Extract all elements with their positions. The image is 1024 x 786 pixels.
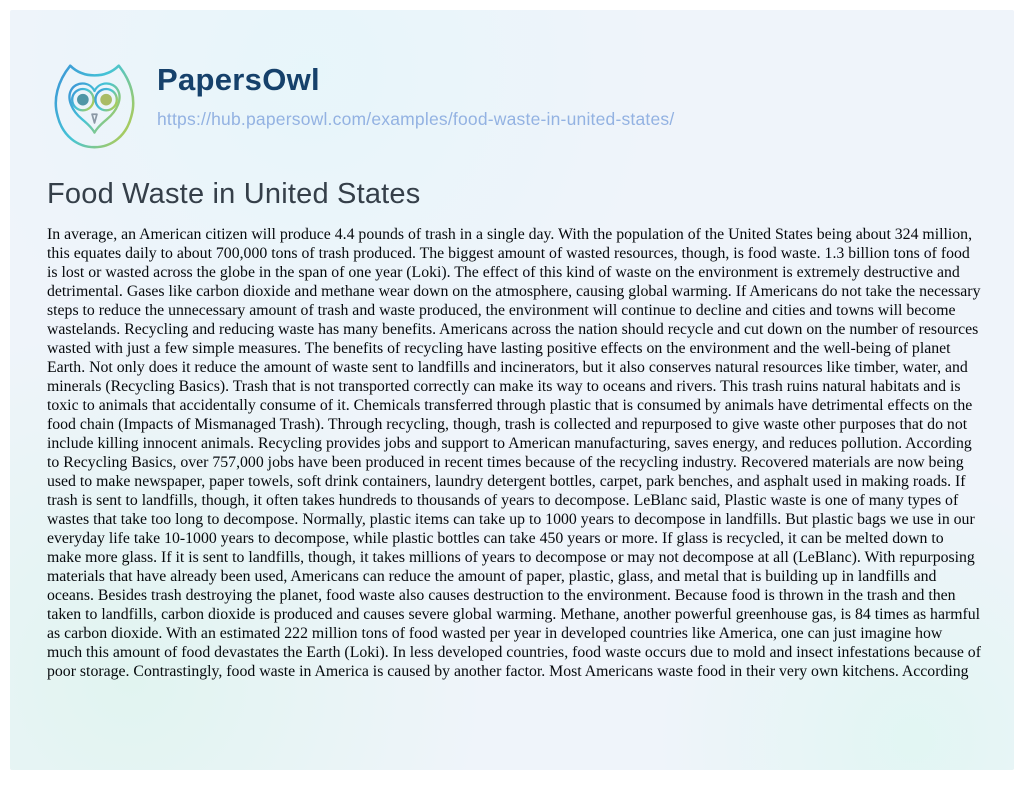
article [10,177,1014,681]
papersowl-owl-logo-icon [46,56,143,153]
header [46,56,1014,153]
brand-name: PapersOwl [157,62,320,97]
content-panel [10,10,1014,770]
essay-body-text: In average, an American citizen will produce 4.4 pounds of trash in a single day. With the population of the United States being about 324 million, this equates daily to about 700,000 tons of trash produced. The biggest amount of wasted resources, though, is food waste. 1.3 billion tons of food is lost or wasted across the globe in the span of one year (Loki). The effect of this kind of waste on the environment is extremely destructive and detrimental. Gases like carbon dioxide and methane wear down on the atmosphere, causing global warming. If Americans do not take the necessary steps to reduce the unnecessary amount of trash and waste produced, the environment will continue to decline and cities and towns will become wastelands. Recycling and reducing waste has many benefits. Americans across the nation should recycle and cut down on the number of resources wasted with just a few simple measures. The benefits of recycling have lasting positive effects on the environment and the well-being of planet Earth. Not only does it reduce the amount of waste sent to landfills and incinerators, but it also conserves natural resources like timber, water, and minerals (Recycling Basics). Trash that is not transported correctly can make its way to oceans and rivers. This trash ruins natural habitats and is toxic to animals that accidentally consume of it. Chemicals transferred through plastic that is consumed by animals have detrimental effects on the food chain (Impacts of Mismanaged Trash). Through recycling, though, trash is collected and repurposed to give waste other purposes that do not include killing innocent animals. Recycling provides jobs and support to American manufacturing, saves energy, and reduces pollution. According to Recycling Basics, over 757,000 jobs have been produced in recent times because of the recycling industry. Recovered materials are now being used to make newspaper, paper towels, soft drink containers, laundry detergent bottles, carpet, park benches, and asphalt used in making roads. If trash is sent to landfills, though, it often takes hundreds to thousands of years to decompose. LeBlanc said, Plastic waste is one of many types of wastes that take too long to decompose. Normally, plastic items can take up to 1000 years to decompose in landfills. But plastic bags we use in our everyday life take 10-1000 years to decompose, while plastic bottles can take 450 years or more. If glass is recycled, it can be melted down to make more glass. If it is sent to landfills, though, it takes millions of years to decompose or may not decompose at all (LeBlanc). With repurposing materials that have already been used, Americans can reduce the amount of paper, plastic, glass, and metal that is building up in landfills and oceans. Besides trash destroying the planet, food waste also causes destruction to the environment. Because food is thrown in the trash and then taken to landfills, carbon dioxide is produced and causes severe global warming. Methane, another powerful greenhouse gas, is 84 times as harmful as carbon dioxide. With an estimated 222 million tons of food wasted per year in developed countries like America, one can just imagine how much this amount of food devastates the Earth (Loki). In less developed countries, food waste occurs due to mold and insect infestations because of poor storage. Contrastingly, food waste in America is caused by another factor. Most Americans waste food in their very own kitchens. According [47,225,981,680]
page-title: Food Waste in United States [47,178,421,210]
header-text [157,56,674,130]
source-url-link[interactable]: https://hub.papersowl.com/examples/food-waste-in-united-states/ [157,109,675,130]
